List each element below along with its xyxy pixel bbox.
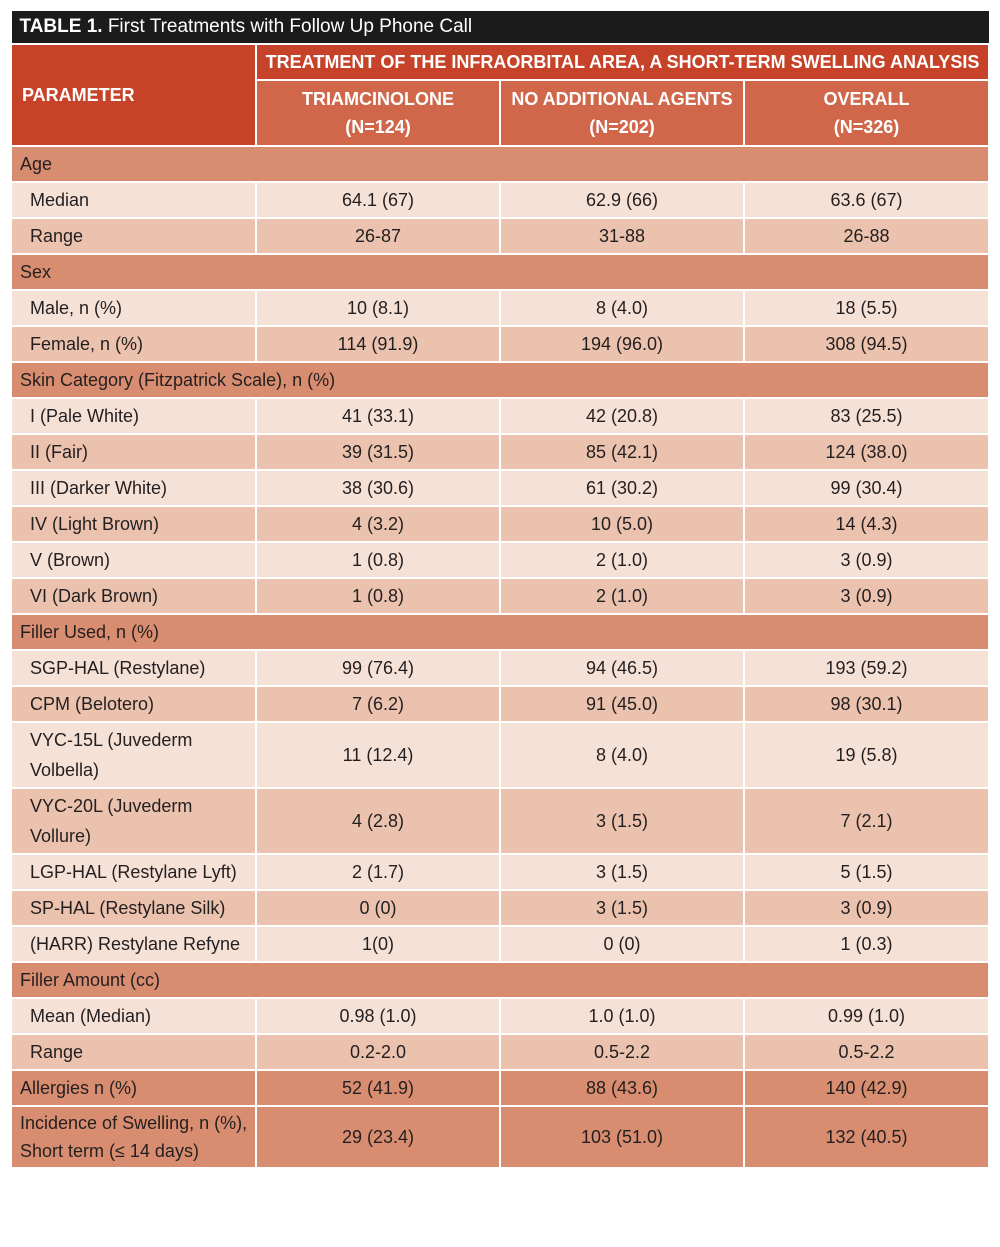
cell-overall: 140 (42.9) xyxy=(744,1070,989,1106)
cell-overall: 5 (1.5) xyxy=(744,854,989,890)
table-row xyxy=(11,182,989,218)
row-label: (HARR) Restylane Refyne xyxy=(11,926,256,962)
row-label-line: VYC-15L (Juvederm xyxy=(30,730,193,750)
cell-no-additional: 8 (4.0) xyxy=(500,722,744,788)
table-row xyxy=(11,578,989,614)
cell-triamcinolone: 10 (8.1) xyxy=(256,290,500,326)
row-label: Mean (Median) xyxy=(11,998,256,1034)
cell-overall: 7 (2.1) xyxy=(744,788,989,854)
cell-no-additional: 62.9 (66) xyxy=(500,182,744,218)
table-row xyxy=(11,926,989,962)
cell-no-additional: 2 (1.0) xyxy=(500,578,744,614)
cell-no-additional: 1.0 (1.0) xyxy=(500,998,744,1034)
section-row-filler-amount xyxy=(11,962,989,998)
cell-no-additional: 0 (0) xyxy=(500,926,744,962)
row-label: II (Fair) xyxy=(11,434,256,470)
cell-no-additional: 88 (43.6) xyxy=(500,1070,744,1106)
cell-overall: 132 (40.5) xyxy=(744,1106,989,1168)
row-label: I (Pale White) xyxy=(11,398,256,434)
cell-triamcinolone: 64.1 (67) xyxy=(256,182,500,218)
cell-no-additional: 42 (20.8) xyxy=(500,398,744,434)
table-row xyxy=(11,506,989,542)
cell-no-additional: 103 (51.0) xyxy=(500,1106,744,1168)
cell-no-additional: 31-88 xyxy=(500,218,744,254)
table-row xyxy=(11,542,989,578)
col-header-n: (N=124) xyxy=(345,117,411,137)
cell-no-additional: 194 (96.0) xyxy=(500,326,744,362)
caption-text: First Treatments with Follow Up Phone Call xyxy=(102,16,473,37)
col-header-overall xyxy=(744,80,989,146)
table-row xyxy=(11,722,989,788)
table-row xyxy=(11,434,989,470)
row-label: SP-HAL (Restylane Silk) xyxy=(11,890,256,926)
cell-overall: 14 (4.3) xyxy=(744,506,989,542)
cell-no-additional: 8 (4.0) xyxy=(500,290,744,326)
cell-no-additional: 61 (30.2) xyxy=(500,470,744,506)
cell-overall: 1 (0.3) xyxy=(744,926,989,962)
cell-overall: 308 (94.5) xyxy=(744,326,989,362)
section-row-sex xyxy=(11,254,989,290)
cell-triamcinolone: 0.2-2.0 xyxy=(256,1034,500,1070)
table-row xyxy=(11,686,989,722)
table-row xyxy=(11,1034,989,1070)
cell-no-additional: 0.5-2.2 xyxy=(500,1034,744,1070)
cell-no-additional: 91 (45.0) xyxy=(500,686,744,722)
table-row xyxy=(11,470,989,506)
cell-triamcinolone: 2 (1.7) xyxy=(256,854,500,890)
col-header-n: (N=326) xyxy=(833,117,900,137)
cell-triamcinolone: 99 (76.4) xyxy=(256,650,500,686)
cell-no-additional: 85 (42.1) xyxy=(500,434,744,470)
cell-triamcinolone: 11 (12.4) xyxy=(256,722,500,788)
table-row-allergies xyxy=(11,1070,989,1106)
cell-overall: 3 (0.9) xyxy=(744,542,989,578)
cell-overall: 0.5-2.2 xyxy=(744,1034,989,1070)
section-row-filler-used xyxy=(11,614,989,650)
cell-triamcinolone: 0 (0) xyxy=(256,890,500,926)
cell-triamcinolone: 52 (41.9) xyxy=(256,1070,500,1106)
row-label-line: Short term (≤ 14 days) xyxy=(20,1141,199,1161)
cell-overall: 3 (0.9) xyxy=(744,578,989,614)
row-label: CPM (Belotero) xyxy=(11,686,256,722)
cell-triamcinolone: 1 (0.8) xyxy=(256,578,500,614)
row-label-line: VYC-20L (Juvederm xyxy=(30,796,193,816)
row-label: V (Brown) xyxy=(11,542,256,578)
row-label: Allergies n (%) xyxy=(11,1070,256,1106)
table-row xyxy=(11,650,989,686)
cell-triamcinolone: 0.98 (1.0) xyxy=(256,998,500,1034)
cell-triamcinolone: 39 (31.5) xyxy=(256,434,500,470)
section-label: Sex xyxy=(11,254,989,290)
table-row xyxy=(11,854,989,890)
cell-overall: 63.6 (67) xyxy=(744,182,989,218)
cell-triamcinolone: 38 (30.6) xyxy=(256,470,500,506)
cell-overall: 124 (38.0) xyxy=(744,434,989,470)
col-header-name: NO ADDITIONAL AGENTS xyxy=(511,89,733,109)
cell-overall: 98 (30.1) xyxy=(744,686,989,722)
table-row xyxy=(11,398,989,434)
section-label: Filler Used, n (%) xyxy=(11,614,989,650)
row-label: Median xyxy=(11,182,256,218)
cell-triamcinolone: 1(0) xyxy=(256,926,500,962)
row-label-line: Volbella) xyxy=(30,760,100,780)
cell-overall: 99 (30.4) xyxy=(744,470,989,506)
row-label: VI (Dark Brown) xyxy=(11,578,256,614)
cell-overall: 26-88 xyxy=(744,218,989,254)
cell-triamcinolone: 4 (2.8) xyxy=(256,788,500,854)
cell-overall: 18 (5.5) xyxy=(744,290,989,326)
cell-triamcinolone: 114 (91.9) xyxy=(256,326,500,362)
col-header-name: TRIAMCINOLONE xyxy=(302,89,454,109)
cell-triamcinolone: 29 (23.4) xyxy=(256,1106,500,1168)
table-row xyxy=(11,290,989,326)
col-header-name: OVERALL xyxy=(823,89,910,109)
cell-overall: 193 (59.2) xyxy=(744,650,989,686)
cell-triamcinolone: 7 (6.2) xyxy=(256,686,500,722)
row-label: LGP-HAL (Restylane Lyft) xyxy=(11,854,256,890)
cell-triamcinolone: 26-87 xyxy=(256,218,500,254)
table-row xyxy=(11,218,989,254)
row-label: IV (Light Brown) xyxy=(11,506,256,542)
section-label: Age xyxy=(11,146,989,182)
data-table xyxy=(10,10,990,1169)
section-row-age xyxy=(11,146,989,182)
cell-overall: 83 (25.5) xyxy=(744,398,989,434)
col-header-triamcinolone xyxy=(256,80,500,146)
cell-triamcinolone: 1 (0.8) xyxy=(256,542,500,578)
col-header-no-additional xyxy=(500,80,744,146)
row-label: SGP-HAL (Restylane) xyxy=(11,650,256,686)
header-row-1 xyxy=(11,44,989,80)
row-label: Range xyxy=(11,218,256,254)
table-row xyxy=(11,788,989,854)
col-header-n: (N=202) xyxy=(589,117,655,137)
table-caption xyxy=(11,11,989,45)
row-label xyxy=(11,722,256,788)
row-label-line: Incidence of Swelling, n (%), xyxy=(20,1113,248,1133)
table-row xyxy=(11,998,989,1034)
cell-no-additional: 94 (46.5) xyxy=(500,650,744,686)
cell-no-additional: 10 (5.0) xyxy=(500,506,744,542)
cell-no-additional: 3 (1.5) xyxy=(500,890,744,926)
cell-overall: 19 (5.8) xyxy=(744,722,989,788)
cell-triamcinolone: 4 (3.2) xyxy=(256,506,500,542)
table-row xyxy=(11,890,989,926)
row-label xyxy=(11,1106,256,1168)
row-label: Range xyxy=(11,1034,256,1070)
row-label: Male, n (%) xyxy=(11,290,256,326)
table-row xyxy=(11,326,989,362)
row-label-line: Vollure) xyxy=(30,826,92,846)
caption-label: TABLE 1. xyxy=(19,16,103,37)
section-label: Skin Category (Fitzpatrick Scale), n (%) xyxy=(11,362,989,398)
cell-overall: 3 (0.9) xyxy=(744,890,989,926)
span-header: TREATMENT OF THE INFRAORBITAL AREA, A SHORT-TERM SWELLING ANALYSIS xyxy=(256,44,989,80)
parameter-header: PARAMETER xyxy=(11,44,256,146)
table-row-swelling xyxy=(11,1106,989,1168)
section-row-skin xyxy=(11,362,989,398)
row-label: III (Darker White) xyxy=(11,470,256,506)
cell-triamcinolone: 41 (33.1) xyxy=(256,398,500,434)
section-label: Filler Amount (cc) xyxy=(11,962,989,998)
cell-no-additional: 3 (1.5) xyxy=(500,788,744,854)
cell-overall: 0.99 (1.0) xyxy=(744,998,989,1034)
row-label: Female, n (%) xyxy=(11,326,256,362)
cell-no-additional: 2 (1.0) xyxy=(500,542,744,578)
row-label xyxy=(11,788,256,854)
cell-no-additional: 3 (1.5) xyxy=(500,854,744,890)
